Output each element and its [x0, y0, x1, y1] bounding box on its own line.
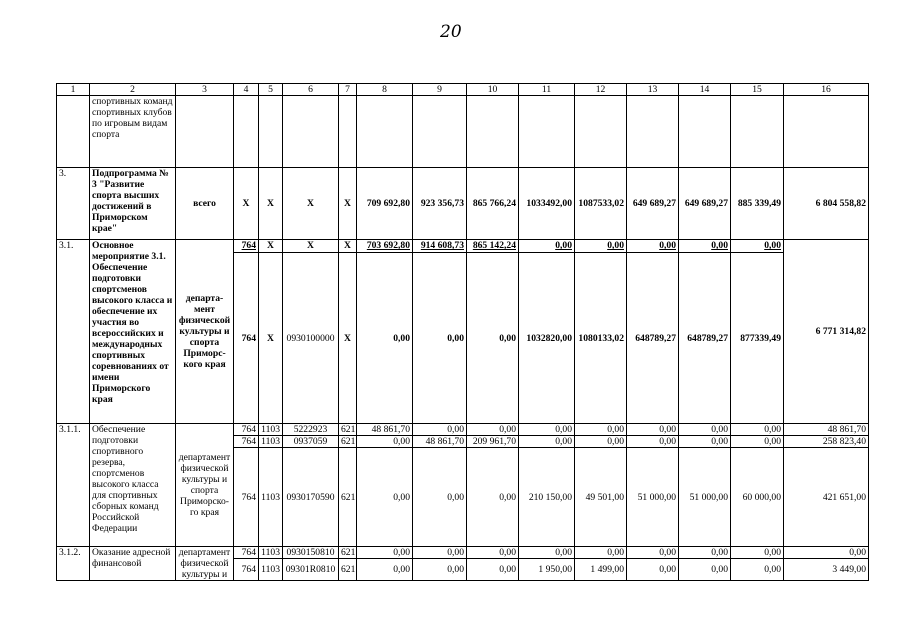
activity-row: 764 1103 0930170590 621 0,00 0,00 0,00 210 150,00 49 501,00 51 000,00 51 000,00 60 000,00 421 651,00	[57, 448, 869, 547]
amount-cell: 0,00	[679, 436, 731, 448]
amount-cell: 0,00	[413, 559, 467, 581]
total-cell: 6 771 314,82	[784, 240, 869, 424]
activity-name: Основное мероприятие 3.1. Обеспечение подготовки спортсменов высокого класса и обеспечение их участия во всероссийских и международных спортивных соревнованиях от имени Приморского края	[90, 240, 176, 424]
amount-cell: 0,00	[519, 424, 575, 436]
activity-name: Обеспечение подготовки спортивного резерва, спортсменов высокого класса для спортивных сборных команд Российской Федерации	[90, 424, 176, 547]
amount-cell: 1032820,00	[519, 253, 575, 424]
header-cell: 3	[176, 84, 234, 96]
amount-cell: 0,00	[413, 448, 467, 547]
page-number: 20	[440, 22, 462, 42]
total-cell: 3 449,00	[784, 559, 869, 581]
amount-cell: 0,00	[467, 448, 519, 547]
amount-cell: 1087533,02	[575, 168, 627, 240]
row-number: 3.1.	[57, 240, 90, 424]
amount-cell: 0,00	[627, 436, 679, 448]
amount-cell: 0,00	[679, 240, 731, 253]
header-cell: 5	[259, 84, 283, 96]
amount-cell: 0,00	[575, 547, 627, 559]
amount-cell: 1 499,00	[575, 559, 627, 581]
row-number: 3.	[57, 168, 90, 240]
amount-cell: 709 692,80	[357, 168, 413, 240]
amount-cell: 0,00	[519, 547, 575, 559]
header-cell: 1	[57, 84, 90, 96]
activity-row: 764 1103 0937059 621 0,00 48 861,70 209 961,70 0,00 0,00 0,00 0,00 0,00 258 823,40	[57, 436, 869, 448]
header-cell: 13	[627, 84, 679, 96]
amount-cell: 914 608,73	[413, 240, 467, 253]
amount-cell: 1 950,00	[519, 559, 575, 581]
header-cell: 15	[731, 84, 784, 96]
row-number	[57, 96, 90, 168]
continuation-row	[57, 96, 869, 168]
amount-cell: 0,00	[357, 253, 413, 424]
total-cell: 48 861,70	[784, 424, 869, 436]
amount-cell: 49 501,00	[575, 448, 627, 547]
amount-cell: 649 689,27	[627, 168, 679, 240]
amount-cell: 0,00	[627, 559, 679, 581]
amount-cell: 1033492,00	[519, 168, 575, 240]
amount-cell: 0,00	[679, 559, 731, 581]
amount-cell: 0,00	[731, 240, 784, 253]
header-cell: 8	[357, 84, 413, 96]
amount-cell: 0,00	[731, 547, 784, 559]
amount-cell: 0,00	[519, 436, 575, 448]
executor: департамент физической культуры и спорта Приморско-го края	[176, 424, 234, 547]
amount-cell: 648789,27	[679, 253, 731, 424]
header-cell: 11	[519, 84, 575, 96]
amount-cell: 0,00	[467, 424, 519, 436]
activity-row: 764 1103 09301R0810 621 0,00 0,00 0,00 1 950,00 1 499,00 0,00 0,00 0,00 3 449,00	[57, 559, 869, 581]
amount-cell: 60 000,00	[731, 448, 784, 547]
activity-row: 3.1.2. Оказание адресной финансовой департамент физической культуры и 764 1103 0930150810 621 0,00 0,00 0,00 0,00 0,00 0,00 0,00 0,00 0,00	[57, 547, 869, 559]
header-cell: 4	[234, 84, 259, 96]
amount-cell: 0,00	[575, 240, 627, 253]
column-number-row	[57, 84, 869, 96]
budget-table	[56, 83, 869, 581]
executor: всего	[176, 168, 234, 240]
amount-cell: 0,00	[575, 424, 627, 436]
amount-cell: 0,00	[731, 436, 784, 448]
amount-cell: 649 689,27	[679, 168, 731, 240]
amount-cell: 1080133,02	[575, 253, 627, 424]
header-cell: 16	[784, 84, 869, 96]
amount-cell: 209 961,70	[467, 436, 519, 448]
amount-cell: 51 000,00	[627, 448, 679, 547]
header-cell: 12	[575, 84, 627, 96]
main-activity-row: 764 Х 0930100000 Х 0,00 0,00 0,00 1032820,00 1080133,02 648789,27 648789,27 877339,49	[57, 253, 869, 424]
header-cell: 9	[413, 84, 467, 96]
amount-cell: 648789,27	[627, 253, 679, 424]
header-cell: 10	[467, 84, 519, 96]
row-number: 3.1.1.	[57, 424, 90, 547]
amount-cell: 0,00	[357, 448, 413, 547]
activity-row: 3.1.1. Обеспечение подготовки спортивного резерва, спортсменов высокого класса для спортивных сборных команд Российской Федерации департамент физической культуры и спорта Приморско-го края 764 1103 5222923 621 48 861,70 0,00 0,00 0,00 0,00 0,00 0,00 0,00 48 861,70	[57, 424, 869, 436]
amount-cell: 0,00	[357, 436, 413, 448]
amount-cell: 0,00	[731, 559, 784, 581]
amount-cell: 0,00	[627, 240, 679, 253]
total-cell: 0,00	[784, 547, 869, 559]
amount-cell: 0,00	[413, 547, 467, 559]
activity-name: спортивных команд спортивных клубов по игровым видам спорта	[90, 96, 176, 168]
amount-cell: 0,00	[357, 559, 413, 581]
amount-cell: 885 339,49	[731, 168, 784, 240]
total-cell: 421 651,00	[784, 448, 869, 547]
amount-cell: 0,00	[627, 424, 679, 436]
amount-cell: 0,00	[627, 547, 679, 559]
header-cell: 6	[283, 84, 339, 96]
amount-cell: 0,00	[731, 424, 784, 436]
header-cell: 2	[90, 84, 176, 96]
amount-cell: 865 142,24	[467, 240, 519, 253]
amount-cell: 0,00	[467, 547, 519, 559]
amount-cell: 0,00	[413, 253, 467, 424]
amount-cell: 48 861,70	[413, 436, 467, 448]
amount-cell: 0,00	[575, 436, 627, 448]
amount-cell: 877339,49	[731, 253, 784, 424]
subprogram-row: 3. Подпрограмма № 3 "Развитие спорта высших достижений в Приморском крае" всего Х Х Х Х 709 692,80 923 356,73 865 766,24 1033492,00 1087533,02 649 689,27 649 689,27 885 339,49 6 804 558,82	[57, 168, 869, 240]
main-activity-row: 3.1. Основное мероприятие 3.1. Обеспечение подготовки спортсменов высокого класса и обеспечение их участия во всероссийских и международных спортивных соревнованиях от имени Приморского края департа-мент физической культуры и спорта Приморс-кого края 764 Х Х Х 703 692,80 914 608,73 865 142,24 0,00 0,00 0,00 0,00 0,00 6 771 314,82	[57, 240, 869, 253]
amount-cell: 51 000,00	[679, 448, 731, 547]
amount-cell: 923 356,73	[413, 168, 467, 240]
total-cell: 258 823,40	[784, 436, 869, 448]
amount-cell: 0,00	[519, 240, 575, 253]
executor: департамент физической культуры и	[176, 547, 234, 581]
activity-name: Подпрограмма № 3 "Развитие спорта высших достижений в Приморском крае"	[90, 168, 176, 240]
amount-cell: 703 692,80	[357, 240, 413, 253]
amount-cell: 48 861,70	[357, 424, 413, 436]
row-number: 3.1.2.	[57, 547, 90, 581]
amount-cell: 865 766,24	[467, 168, 519, 240]
header-cell: 14	[679, 84, 731, 96]
total-cell: 6 804 558,82	[784, 168, 869, 240]
amount-cell: 0,00	[357, 547, 413, 559]
amount-cell: 210 150,00	[519, 448, 575, 547]
amount-cell: 0,00	[467, 253, 519, 424]
amount-cell: 0,00	[679, 424, 731, 436]
amount-cell: 0,00	[679, 547, 731, 559]
amount-cell: 0,00	[467, 559, 519, 581]
header-cell: 7	[339, 84, 357, 96]
amount-cell: 0,00	[413, 424, 467, 436]
activity-name: Оказание адресной финансовой	[90, 547, 176, 581]
executor: департа-мент физической культуры и спорта Приморс-кого края	[176, 240, 234, 424]
